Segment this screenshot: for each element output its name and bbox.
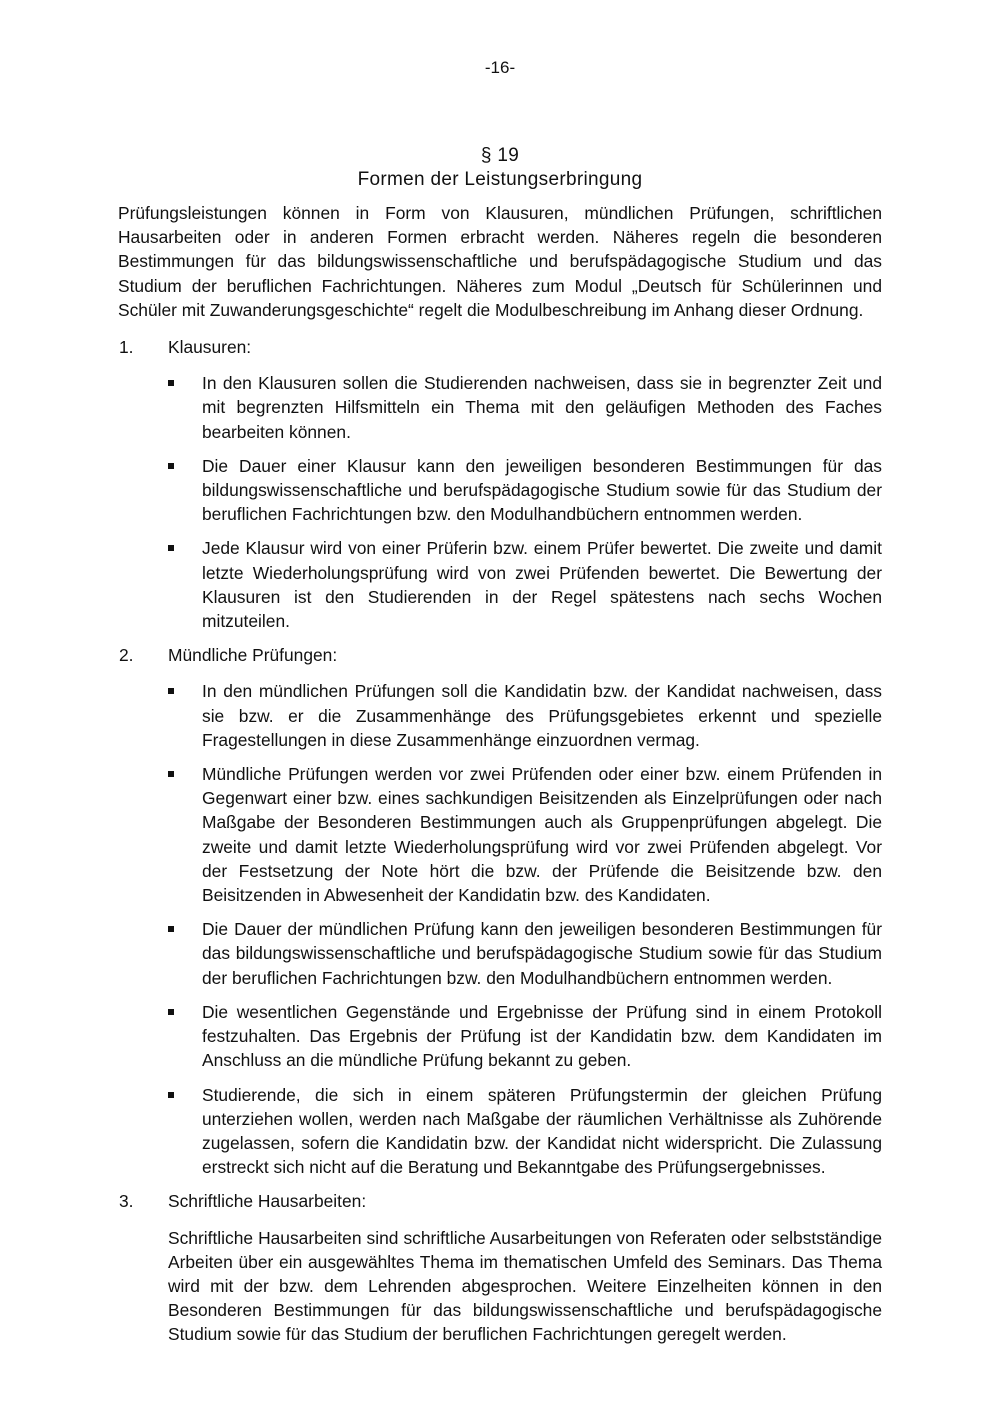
bullet-item <box>168 454 882 527</box>
bullet-square-icon <box>168 1009 174 1015</box>
list-item-klausuren <box>118 335 882 633</box>
bullet-text: Jede Klausur wird von einer Prüferin bzw. einem Prüfer bewertet. Die zweite und damit letzte Wiederholungsprüfung wird von zwei Prüfenden bewertet. Die Bewertung der Klausuren ist den Studierenden in der Regel spätestens nach sechs Wochen mitzuteilen. <box>202 538 882 632</box>
bullet-square-icon <box>168 688 174 694</box>
list-item-muendliche-pruefungen <box>118 643 882 1179</box>
intro-paragraph: Prüfungsleistungen können in Form von Klausuren, mündlichen Prüfungen, schriftlichen Hausarbeiten oder in anderen Formen erbracht werden. Näheres regeln die besonderen Bestimmungen für das bildungswissenschaftliche und berufspädagogische Studium und das Studium der beruflichen Fachrichtungen. Näheres zum Modul „Deutsch für Schülerinnen und Schüler mit Zuwanderungsgeschichte“ regelt die Modulbeschreibung im Anhang dieser Ordnung. <box>118 203 882 320</box>
list-title: Mündliche Prüfungen: <box>168 645 338 666</box>
list-item-schriftliche-hausarbeiten <box>118 1189 882 1346</box>
bullet-square-icon <box>168 1092 174 1098</box>
list-number: 3. <box>119 1191 134 1212</box>
list-number: 1. <box>119 337 134 358</box>
bullet-item <box>168 917 882 990</box>
list-number: 2. <box>119 645 134 666</box>
bullet-text: In den mündlichen Prüfungen soll die Kandidatin bzw. der Kandidat nachweisen, dass sie bzw. er die Zusammenhänge des Prüfungsgebietes erkennt und spezielle Fragestellungen in diese Zusammenhänge einzuordnen vermag. <box>202 681 882 750</box>
bullet-text: Mündliche Prüfungen werden vor zwei Prüfenden oder einer bzw. einem Prüfenden in Gegenwart einer bzw. eines sachkundigen Beisitzenden als Einzelprüfungen oder nach Maßgabe der Besonderen Bestimmungen auch als Gruppenprüfungen abgelegt. Die zweite und damit letzte Wiederholungsprüfung wird vor zwei Prüfenden abgelegt. Vor der Festsetzung der Note hört die bzw. der Prüfende die Beisitzende bzw. den Beisitzenden in Abwesenheit der Kandidatin bzw. des Kandidaten. <box>202 764 882 906</box>
bullet-square-icon <box>168 463 174 469</box>
list-title: Schriftliche Hausarbeiten: <box>168 1191 367 1212</box>
bullet-text: Die wesentlichen Gegenstände und Ergebnisse der Prüfung sind in einem Protokoll festzuhalten. Das Ergebnis der Prüfung ist der Kandidatin bzw. dem Kandidaten im Anschluss an die mündliche Prüfung bekannt zu geben. <box>202 1001 882 1071</box>
bullet-square-icon <box>168 380 174 386</box>
document-body <box>118 201 882 1347</box>
bullet-text: Die Dauer der mündlichen Prüfung kann den jeweiligen besonderen Bestimmungen für das bildungswissenschaftliche und berufspädagogische Studium sowie für das Studium der beruflichen Fachrichtungen bzw. den Modulhandbüchern entnommen werden. <box>202 919 882 988</box>
list-body-text: Schriftliche Hausarbeiten sind schriftliche Ausarbeitungen von Referaten oder selbstständige Arbeiten über ein ausgewähltes Thema im thematischen Umfeld des Seminars. Das Thema wird mit der bzw. dem Lehrenden abgesprochen. Weitere Einzelheiten können in den Besonderen Bestimmungen für das bildungswissenschaftliche und berufspädagogische Studium sowie für das Studium der beruflichen Fachrichtungen geregelt werden. <box>168 1227 882 1345</box>
section-heading <box>0 144 1000 192</box>
bullet-item <box>168 371 882 444</box>
bullet-text: Die Dauer einer Klausur kann den jeweiligen besonderen Bestimmungen für das bildungswissenschaftliche und berufspädagogische Studium sowie für das Studium der beruflichen Fachrichtungen bzw. den Modulhandbüchern entnommen werden. <box>202 455 882 525</box>
bullet-square-icon <box>168 771 174 777</box>
section-title: Formen der Leistungserbringung <box>357 169 643 190</box>
bullet-item <box>168 762 882 907</box>
bullet-text: Studierende, die sich in einem späteren Prüfungstermin der gleichen Prüfung unterziehen wollen, werden nach Maßgabe der räumlichen Verhältnisse als Zuhörende zugelassen, sofern die Kandidatin bzw. der Kandidat nicht widerspricht. Die Zulassung erstreckt sich nicht auf die Beratung und Bekanntgabe des Prüfungsergebnisses. <box>202 1084 882 1178</box>
list-title: Klausuren: <box>168 337 252 358</box>
bullet-text: In den Klausuren sollen die Studierenden nachweisen, dass sie in begrenzter Zeit und mit begrenzten Hilfsmitteln ein Thema mit den geläufigen Methoden des Faches bearbeiten können. <box>202 373 882 442</box>
bullet-item <box>168 679 882 752</box>
bullet-square-icon <box>168 545 174 551</box>
bullet-square-icon <box>168 926 174 932</box>
bullet-item <box>168 1083 882 1180</box>
section-number: § 19 <box>480 145 520 166</box>
bullet-item <box>168 1000 882 1073</box>
page-number: -16- <box>484 58 516 77</box>
bullet-item <box>168 536 882 633</box>
